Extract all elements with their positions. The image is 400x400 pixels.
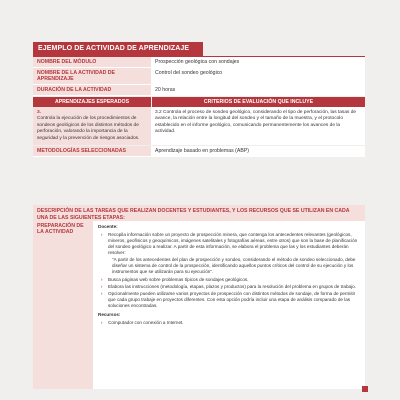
- recursos-heading: Recursos:: [98, 311, 121, 317]
- table-row: [33, 146, 365, 157]
- criterio-cell: 3.2 Controla el proceso de sondeo geológico, considerando el tipo de perforación, las tasas de avance, la relación entre la longitud del sondeo y el tamaño de la muestra, y el protocolo establecido en el informe geológico, comunicando permanentemente los avances de la actividad.: [155, 110, 357, 135]
- aprendizaje-number: 3.: [37, 110, 42, 115]
- description-header: DESCRIPCIÓN DE LAS TAREAS QUE REALIZAN DOCENTES Y ESTUDIANTES, Y LOS RECURSOS QUE SE UTILIZAN EN CADA UNA DE LAS SIGUIENTES ETAPAS:: [33, 205, 365, 225]
- info-table: [33, 57, 365, 157]
- table-row: [33, 57, 365, 68]
- docente-list: [98, 232, 360, 309]
- list-item: › Opcionalmente pueden utilizarse varios proyectos de prospección con distintos métodos de sondaje, de forma de permitir que cada grupo trabaje en proyectos diferentes. Con esta opción podría incluir una etapa de análisis comparado de las soluciones encontradas.: [108, 291, 360, 309]
- row-value: Aprendizaje basado en problemas (ABP): [151, 146, 365, 156]
- phase-label: PREPARACIÓN DE LA ACTIVIDAD: [33, 221, 93, 389]
- row-label: DURACIÓN DE LA ACTIVIDAD: [33, 85, 151, 95]
- phase-content: [93, 221, 365, 389]
- col-header-aprendizajes: APRENDIZAJES ESPERADOS: [33, 97, 151, 107]
- recursos-list: [98, 320, 360, 326]
- docente-heading: Docente:: [98, 224, 118, 229]
- problem-quote: "A partir de los antecedentes del plan de prospección y sondeo, considerando el método de sondeo seleccionado, debe diseñar un sistema de control de la prospección, identificando aquellos puntos críticos del control de su ejecución y los instrumentos que se utilizarán para su ejecución".: [112, 257, 356, 275]
- page-title: EJEMPLO DE ACTIVIDAD DE APRENDIZAJE: [33, 42, 203, 56]
- list-item: › Computador con conexión a Internet.: [108, 320, 360, 326]
- table-row: [33, 68, 365, 85]
- list-item: › Elabora las instrucciones (metodología, etapas, plazos y productos) para la resolución del problema en grupos de trabajo.: [108, 284, 360, 290]
- aprendizaje-cell: [33, 107, 151, 145]
- content-row: [33, 107, 365, 145]
- aprendizaje-text: Controla la ejecución de los procedimientos de sondeos geológicos de los distintos métodos de perforación, valorando la importancia de la seguridad y la prevención de riesgos asociados.: [37, 116, 140, 141]
- column-header-row: [33, 97, 365, 107]
- list-item: [108, 232, 360, 275]
- table-row: [33, 85, 365, 96]
- row-label: METODOLOGÍAS SELECCIONADAS: [33, 146, 151, 156]
- corner-mark: [362, 386, 368, 392]
- col-header-criterios: CRITERIOS DE EVALUACIÓN QUE INCLUYE: [152, 97, 365, 107]
- list-item-text: Recopila información sobre un proyecto de prospección minera, que contenga los antecedentes relevantes (geológicos, mineros, geofísicos y geoquímicos, imágenes satelitales y fotografías aéreas, entre otros) que son la base de planificación del sondeo geológico a realizar. A partir de esta información, se elabora el problema que las y los estudiantes deberán resolver:: [108, 232, 358, 256]
- row-value: Control del sondeo geológico: [151, 68, 365, 84]
- row-label: NOMBRE DE LA ACTIVIDAD DE APRENDIZAJE: [33, 68, 151, 84]
- activity-section: [33, 221, 365, 389]
- row-value: Prospección geológica con sondajes: [151, 57, 365, 67]
- row-label: NOMBRE DEL MÓDULO: [33, 57, 151, 67]
- row-value: 20 horas: [151, 85, 365, 95]
- list-item: › Busca páginas web sobre problemas típicos de sondajes geológicos.: [108, 277, 360, 283]
